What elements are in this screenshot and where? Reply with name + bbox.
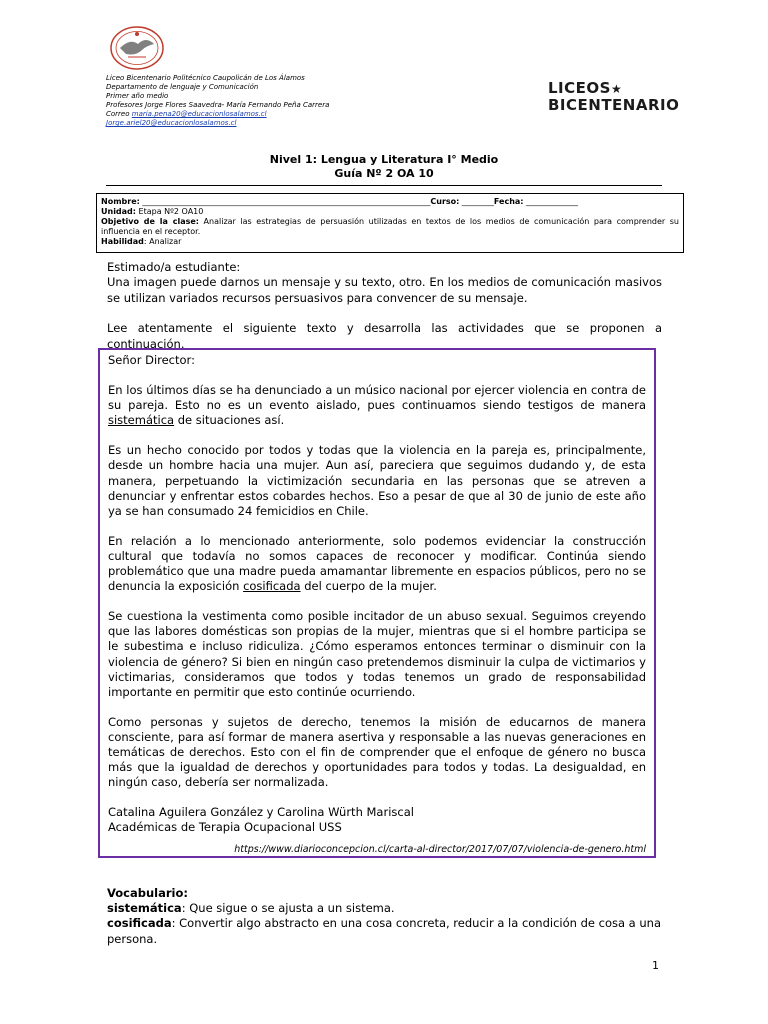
letter-paragraph-5: Como personas y sujetos de derecho, tenemos la misión de educarnos de manera consciente, para así formar de manera asertiva y responsable a las nuevas generaciones en temáticas de derechos. Esto con el fin de comprender que el enfoque de género no busca más que la igualdad de derechos y oportunidades para todos y todas. La desigualdad, en ningún caso, debería ser normalizada. bbox=[108, 714, 646, 790]
intro-greeting: Estimado/a estudiante: bbox=[107, 260, 241, 274]
letter-p1-text-a: En los últimos días se ha denunciado a un músico nacional por ejercer violencia en contra de su pareja. Esto no es un evento aislado, pues continuamos siendo testigos de manera bbox=[108, 383, 646, 413]
header-line-school: Liceo Bicentenario Politécnico Caupolicán de Los Álamos bbox=[106, 74, 305, 82]
letter-salutation: Señor Director: bbox=[108, 353, 195, 367]
student-info-box bbox=[96, 193, 684, 253]
nombre-field[interactable]: ________________________________________________________________________ bbox=[139, 197, 431, 206]
letter-signature bbox=[108, 805, 646, 835]
brand-line-1: LICEOS bbox=[548, 79, 611, 97]
letter-paragraph-2: Es un hecho conocido por todos y todas que la violencia en la pareja es, principalmente, desde un hombre hacia una mujer. Aun así, pareciera que seguimos dudando y, de esta manera, perpetuando la victimización secundaria en las personas que se atreven a denunciar y enfrentar estos cobardes hechos. Eso a pesar de que al 30 de junio de este año ya se han consumado 24 femicidios en Chile. bbox=[108, 443, 646, 518]
vocabulary-item-1 bbox=[107, 901, 662, 916]
school-seal-logo bbox=[108, 24, 166, 72]
unidad-value: Etapa Nº2 OA10 bbox=[135, 207, 204, 216]
header-line-email-2 bbox=[106, 119, 436, 128]
intro-paragraph-1: Una imagen puede darnos un mensaje y su texto, otro. En los medios de comunicación masivos se utilizan variados recursos persuasivos para convencer de su mensaje. bbox=[107, 275, 662, 305]
page-number: 1 bbox=[652, 959, 659, 972]
header-line-level: Primer año medio bbox=[106, 92, 169, 100]
info-row-objetivo bbox=[101, 217, 679, 237]
word-cosificada: cosificada bbox=[243, 579, 301, 594]
letter-paragraph-4: Se cuestiona la vestimenta como posible incitador de un abuso sexual. Seguimos creyendo que las labores domésticas son propias de la mujer, mientras que si el hombre participa se le subestima e incluso ridiculiza. ¿Cómo esperamos entonces terminar o disminuir con la violencia de género? Si bien en ningún caso pretendemos disminuir la culpa de victimarios y victimarias, consideramos que todos y todas tenemos un grado de responsabilidad importante en permitir que esto continúe ocurriendo. bbox=[108, 609, 646, 699]
vocab-def-2: : Convertir algo abstracto en una cosa concreta, reducir a la condición de cosa a una persona. bbox=[107, 916, 661, 946]
school-header bbox=[106, 74, 436, 128]
word-sistematica: sistemática bbox=[108, 413, 175, 428]
letter-frame bbox=[98, 348, 656, 858]
objetivo-label: Objetivo de la clase: bbox=[101, 217, 199, 226]
fecha-label: Fecha: bbox=[493, 197, 524, 206]
vocab-term-1: sistemática bbox=[107, 901, 182, 916]
fecha-field[interactable]: _____________ bbox=[523, 197, 579, 206]
source-url[interactable]: https://www.diarioconcepcion.cl/carta-al-director/2017/07/07/violencia-de-genero.html bbox=[234, 844, 646, 855]
unidad-label: Unidad: bbox=[101, 207, 136, 216]
habilidad-label: Habilidad bbox=[101, 237, 144, 246]
objetivo-value: Analizar las estrategias de persuasión utilizadas en textos de los medios de comunicación para comprender su influencia en el receptor. bbox=[101, 217, 680, 236]
letter-paragraph-3 bbox=[108, 534, 646, 594]
email-label: Correo bbox=[106, 110, 132, 118]
header-line-email bbox=[106, 110, 436, 119]
vocab-def-1: : Que sigue o se ajusta a un sistema. bbox=[181, 901, 395, 916]
header-line-teachers: Profesores Jorge Flores Saavedra- María Fernando Peña Carrera bbox=[106, 101, 330, 109]
info-row-habilidad bbox=[101, 237, 679, 247]
liceos-bicentenario-logo bbox=[548, 80, 679, 113]
nombre-label: Nombre: bbox=[101, 197, 140, 206]
letter-p1-text-b: de situaciones así. bbox=[174, 413, 285, 428]
info-row-unidad bbox=[101, 207, 679, 217]
title-divider bbox=[106, 185, 662, 186]
email-link-1[interactable]: maria.pena20@educacionlosalamos.cl bbox=[131, 110, 267, 118]
document-title bbox=[0, 153, 768, 181]
letter-p3-text-b: del cuerpo de la mujer. bbox=[300, 579, 437, 594]
habilidad-value: : Analizar bbox=[143, 237, 182, 246]
signature-authors: Catalina Aguilera González y Carolina Würth Mariscal bbox=[108, 805, 414, 820]
curso-field[interactable]: ________ bbox=[459, 197, 494, 206]
email-link-2[interactable]: Jorge.ariel20@educacionlosalamos.cl bbox=[106, 119, 237, 127]
title-line-2: Guía Nº 2 OA 10 bbox=[334, 167, 434, 180]
letter-p3-text-a: En relación a lo mencionado anteriormente, solo podemos evidenciar la construcción cultural que todavía no somos capaces de reconocer y modificar. Continúa siendo problemático que una madre pueda amamantar libremente en espacios públicos, pero no se denuncia la exposición bbox=[108, 533, 646, 594]
signature-affiliation: Académicas de Terapia Ocupacional USS bbox=[108, 820, 342, 835]
vocabulary-heading: Vocabulario: bbox=[107, 886, 188, 900]
vocabulary-item-2 bbox=[107, 916, 662, 946]
info-row-name bbox=[101, 197, 679, 207]
star-icon: ★ bbox=[610, 82, 623, 96]
letter-paragraph-1 bbox=[108, 383, 646, 428]
header-line-department: Departamento de lenguaje y Comunicación bbox=[106, 83, 259, 91]
brand-line-2: BICENTENARIO bbox=[548, 96, 680, 114]
curso-label: Curso: bbox=[430, 197, 460, 206]
intro-paragraph-2: Lee atentamente el siguiente texto y desarrolla las actividades que se proponen a continuación. bbox=[107, 321, 662, 351]
vocabulary-section bbox=[107, 886, 662, 947]
title-line-1: Nivel 1: Lengua y Literatura I° Medio bbox=[269, 153, 499, 166]
vocab-term-2: cosificada bbox=[107, 916, 172, 931]
